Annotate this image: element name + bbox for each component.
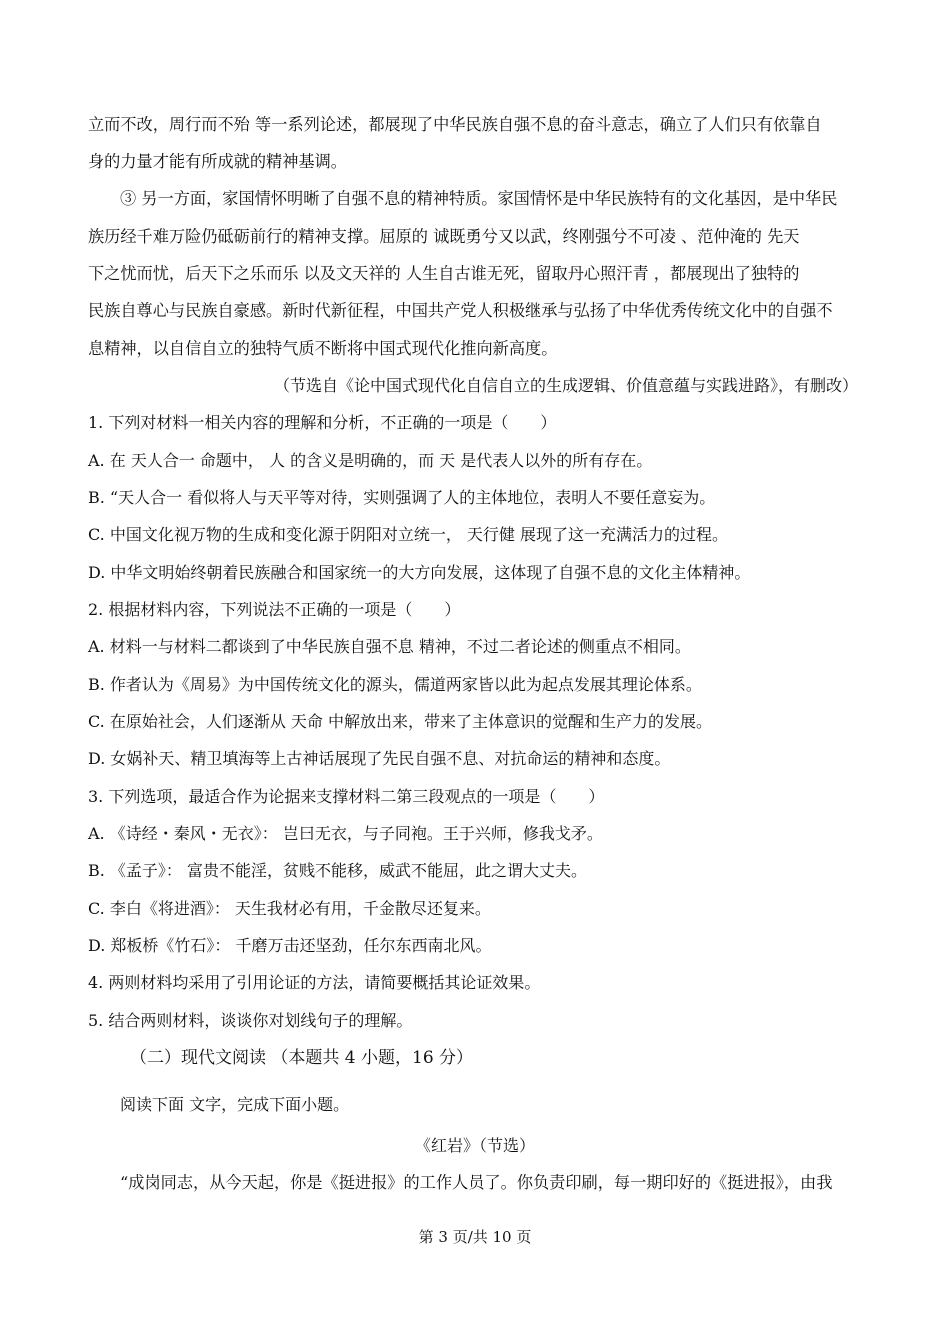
section-instruction: 阅读下面 文字，完成下面小题。 [120,1095,350,1114]
question-5-stem: 5. 结合两则材料，谈谈你对划线句子的理解。 [88,1011,413,1030]
question-1-stem: 1. 下列对材料一相关内容的理解和分析，不正确的一项是（ ） [88,413,557,432]
question-2-option-a: A. 材料一与材料二都谈到了中华民族自强不息 精神，不过二者论述的侧重点不相同。 [88,637,691,656]
question-1-option-c: C. 中国文化视万物的生成和变化源于阴阳对立统一， 天行健 展现了这一充满活力的过程。 [88,525,729,544]
question-2-option-c: C. 在原始社会，人们逐渐从 天命 中解放出来，带来了主体意识的觉醒和生产力的发展。 [88,712,713,731]
question-1-option-a: A. 在 天人合一 命题中， 人 的含义是明确的，而 天 是代表人以外的所有存在。 [88,451,653,470]
excerpt-title: 《红岩》（节选） [414,1136,535,1155]
passage-source: （节选自《论中国式现代化自信自立的生成逻辑、价值意蕴与实践进路》，有删改） [273,376,858,395]
question-3-option-a: A. 《诗经・秦风・无衣》： 岂曰无衣，与子同袍。王于兴师，修我戈矛。 [88,824,603,843]
question-2-option-b: B. 作者认为《周易》为中国传统文化的源头，儒道两家皆以此为起点发展其理论体系。 [88,675,702,694]
section-heading: （二）现代文阅读 （本题共 4 小题，16 分） [130,1048,474,1068]
passage-line-2: 身的力量才能有所成就的精神基调。 [88,152,347,171]
passage-line-1: 立而不改，周行而不殆 等一系列论述，都展现了中华民族自强不息的奋斗意志，确立了人们只有依靠自 [88,115,822,134]
passage-line-3: ③ 另一方面，家国情怀明晰了自强不息的精神特质。家国情怀是中华民族特有的文化基因，是中华民 [120,189,838,208]
question-1-option-b: B. “天人合一 看似将人与天平等对待，实则强调了人的主体地位，表明人不要任意妄为。 [88,488,716,507]
question-3-stem: 3. 下列选项，最适合作为论据来支撑材料二第三段观点的一项是（ ） [88,787,605,806]
passage-line-6: 民族自尊心与民族自豪感。新时代新征程，中国共产党人积极继承与弘扬了中华优秀传统文化中的自强不 [88,301,833,320]
question-3-option-b: B. 《孟子》： 富贵不能淫，贫贱不能移，威武不能屈，此之谓大丈夫。 [88,861,588,880]
excerpt-first-line: “成岗同志，从今天起，你是《挺进报》的工作人员了。你负责印刷，每一期印好的《挺进报》，由我 [120,1173,833,1192]
passage-line-7: 息精神，以自信自立的独特气质不断将中国式现代化推向新高度。 [88,339,558,358]
question-3-option-d: D. 郑板桥《竹石》： 千磨万击还坚劲，任尔东西南北风。 [88,936,492,955]
question-2-stem: 2. 根据材料内容，下列说法不正确的一项是（ ） [88,600,461,619]
question-2-option-d: D. 女娲补天、精卫填海等上古神话展现了先民自强不息、对抗命运的精神和态度。 [88,749,671,768]
question-3-option-c: C. 李白《将进酒》： 天生我材必有用，千金散尽还复来。 [88,899,491,918]
question-4-stem: 4. 两则材料均采用了引用论证的方法，请简要概括其论证效果。 [88,973,541,992]
question-1-option-d: D. 中华文明始终朝着民族融合和国家统一的大方向发展，这体现了自强不息的文化主体精神。 [88,563,751,582]
page-number: 第 3 页/共 10 页 [418,1228,532,1246]
passage-line-5: 下之忧而忧，后天下之乐而乐 以及文天祥的 人生自古谁无死，留取丹心照汗青 ，都展现出了独特的 [88,264,800,283]
passage-line-4: 族历经千难万险仍砥砺前行的精神支撑。屈原的 诚既勇兮又以武，终刚强兮不可凌 、范仲淹的 先天 [88,227,800,246]
